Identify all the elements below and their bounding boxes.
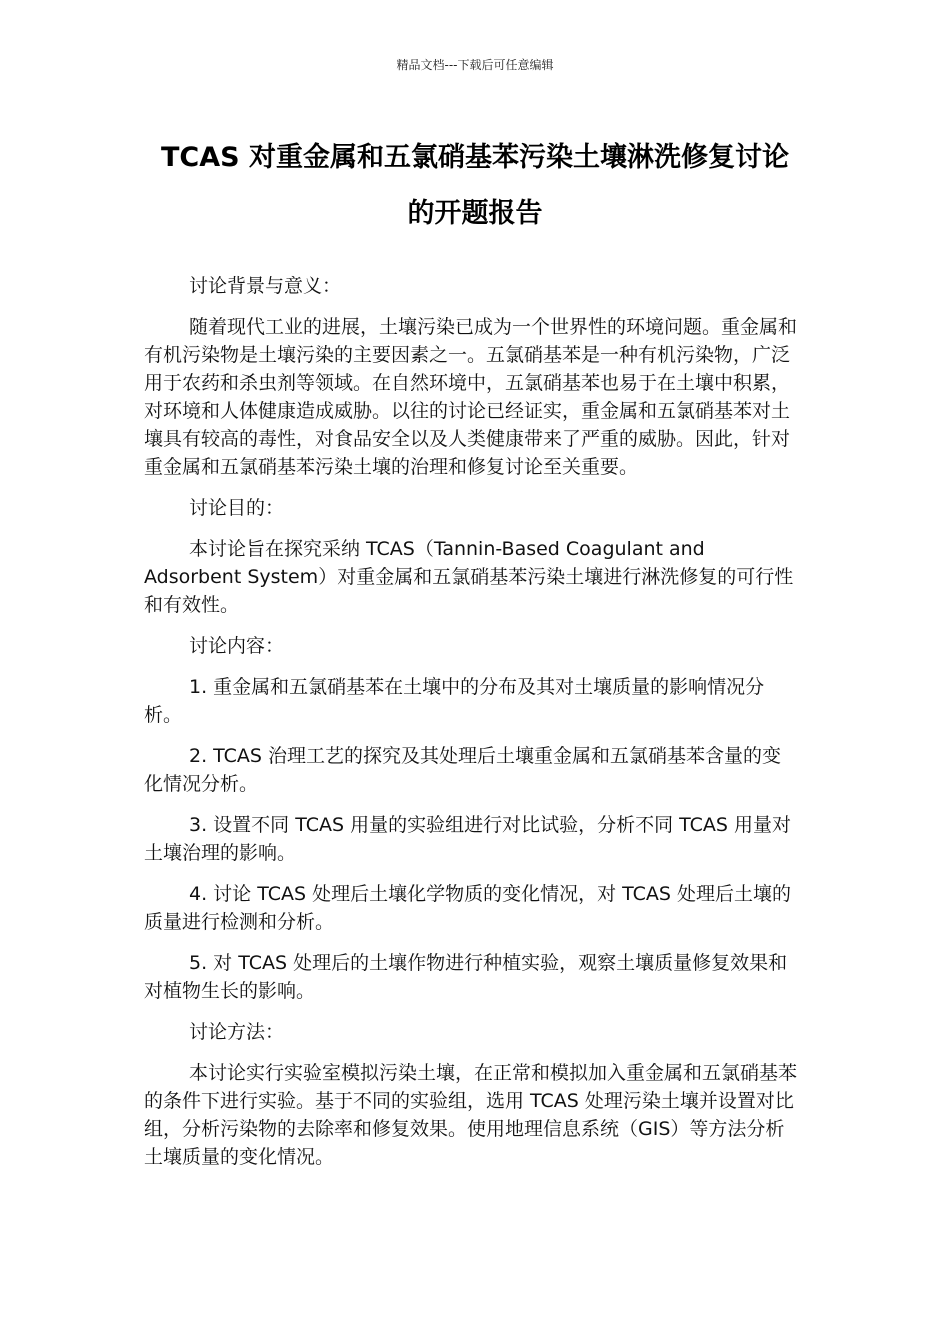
purpose-heading: 讨论目的： [189, 497, 285, 519]
content-item-3: 3. 设置不同 TCAS 用量的实验组进行对比试验，分析不同 TCAS 用量对土壤治理的影响。 [144, 814, 791, 864]
content-item-1: 1. 重金属和五氯硝基苯在土壤中的分布及其对土壤质量的影响情况分析。 [144, 676, 765, 726]
document-title [120, 136, 830, 236]
title-line-2: 的开题报告 [407, 198, 543, 229]
background-paragraph: 随着现代工业的进展，土壤污染已成为一个世界性的环境问题。重金属和有机污染物是土壤污染的主要因素之一。五氯硝基苯是一种有机污染物，广泛用于农药和杀虫剂等领域。在自然环境中，五氯硝基苯也易于在土壤中积累，对环境和人体健康造成威胁。以往的讨论已经证实，重金属和五氯硝基苯对土壤具有较高的毒性，对食品安全以及人类健康带来了严重的威胁。因此，针对重金属和五氯硝基苯污染土壤的治理和修复讨论至关重要。 [144, 316, 798, 478]
content-item-4: 4. 讨论 TCAS 处理后土壤化学物质的变化情况，对 TCAS 处理后土壤的质量进行检测和分析。 [144, 883, 791, 933]
content-heading: 讨论内容： [189, 635, 285, 657]
content-item-5: 5. 对 TCAS 处理后的土壤作物进行种植实验，观察土壤质量修复效果和对植物生长的影响。 [144, 952, 788, 1002]
background-heading: 讨论背景与意义： [189, 275, 342, 297]
title-line-1: TCAS 对重金属和五氯硝基苯污染土壤淋洗修复讨论 [161, 142, 789, 173]
document-body [144, 272, 800, 1184]
header-note: 精品文档---下载后可任意编辑 [396, 58, 554, 72]
method-heading: 讨论方法： [189, 1021, 285, 1043]
method-paragraph: 本讨论实行实验室模拟污染土壤，在正常和模拟加入重金属和五氯硝基苯的条件下进行实验。基于不同的实验组，选用 TCAS 处理污染土壤并设置对比组，分析污染物的去除率和修复效果。使用地理信息系统（GIS）等方法分析土壤质量的变化情况。 [144, 1062, 798, 1168]
content-item-2: 2. TCAS 治理工艺的探究及其处理后土壤重金属和五氯硝基苯含量的变化情况分析。 [144, 745, 782, 795]
purpose-paragraph: 本讨论旨在探究采纳 TCAS（Tannin-Based Coagulant and Adsorbent System）对重金属和五氯硝基苯污染土壤进行淋洗修复的可行性和有效性。 [144, 538, 794, 616]
